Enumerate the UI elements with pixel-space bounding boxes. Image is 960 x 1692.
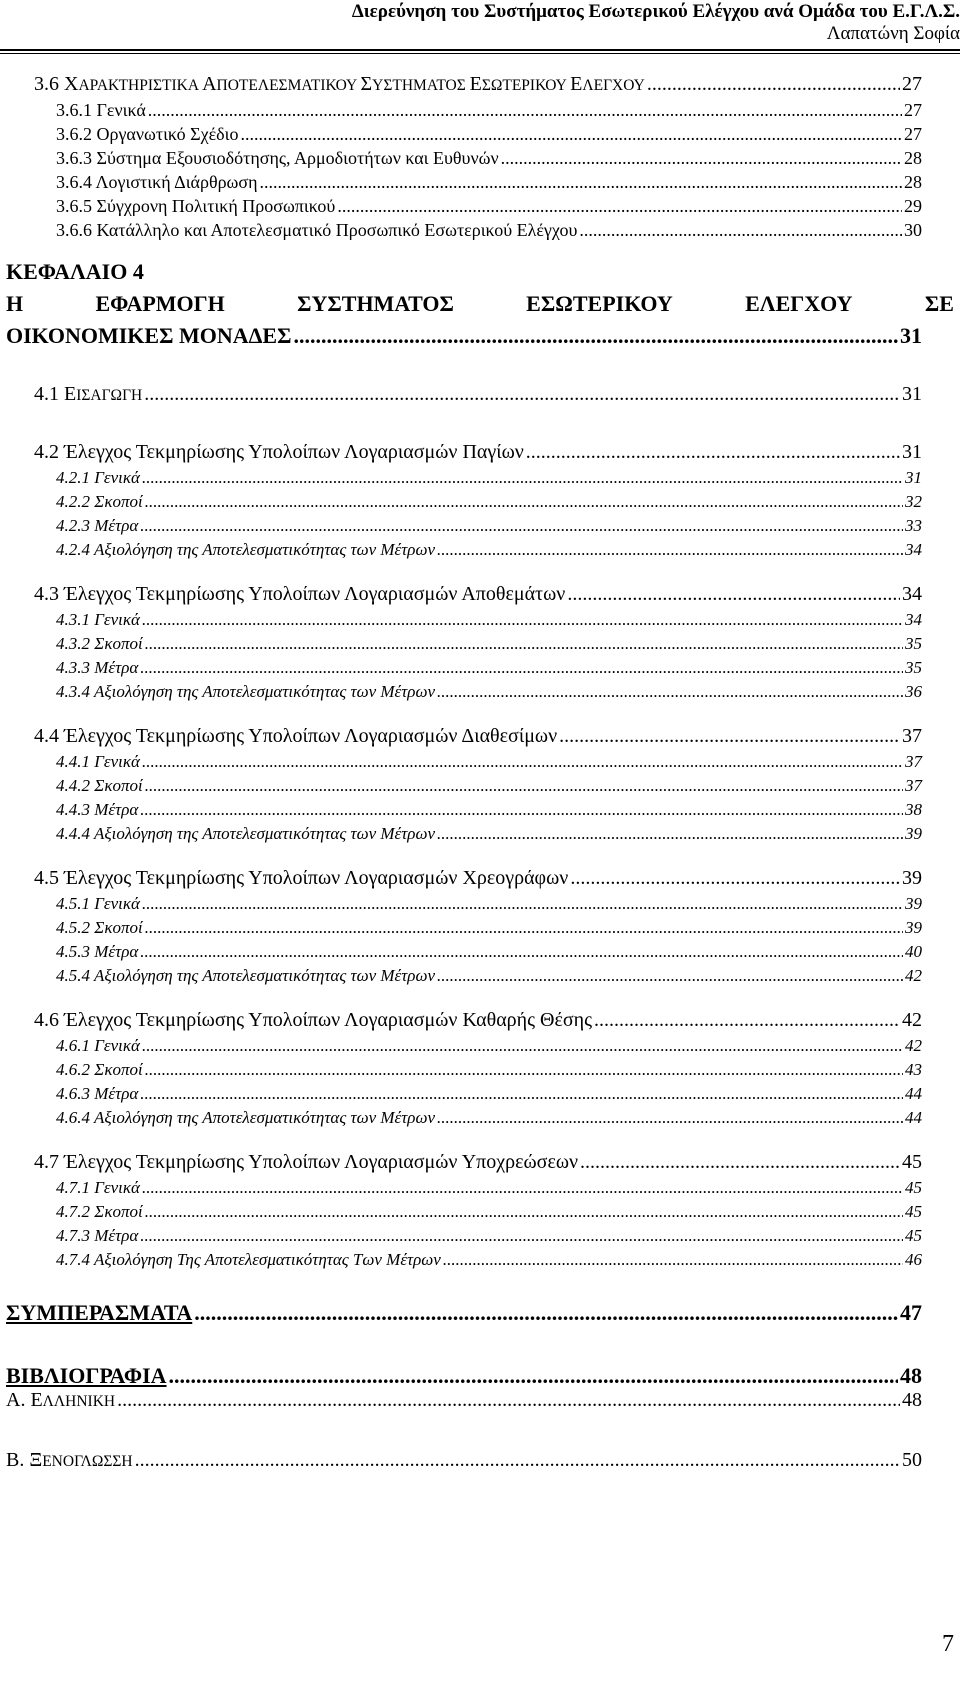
dot-leader [437,538,903,562]
toc-page: 35 [905,658,922,677]
toc-label: 4.2 Έλεγχος Τεκμηρίωσης Υπολοίπων Λογαριασμών Παγίων [34,441,524,463]
toc-page: 48 [902,1389,922,1411]
toc-label: 3.6.6 Κατάλληλο και Αποτελεσματικό Προσωπικό Εσωτερικού Ελέγχου [56,220,578,240]
toc-label: 4.6.4 Αξιολόγηση της Αποτελεσματικότητας των Μέτρων [56,1108,436,1127]
toc-label: 4.1 ΕΙΣΑΓΩΓΗ [34,383,143,405]
toc-label: 4.6 Έλεγχος Τεκμηρίωσης Υπολοίπων Λογαριασμών Καθαρής Θέσης [34,1009,593,1031]
dot-leader [145,1200,903,1224]
title-word: ΣΥΣΤΗΜΑΤΟΣ [297,291,454,316]
toc-label: 4.7.2 Σκοποί [56,1202,143,1221]
title-word: ΕΣΩΤΕΡΙΚΟΥ [526,291,673,316]
toc-page: 29 [904,196,922,216]
dot-leader [194,1299,898,1327]
toc-page: 45 [905,1226,922,1245]
dot-leader [145,774,903,798]
toc-label: 3.6.5 Σύγχρονη Πολιτική Προσωπικού [56,196,336,216]
dot-leader [140,940,903,964]
toc-entry-4-2-3[interactable] [56,514,922,538]
dot-leader [148,98,902,122]
toc-entry-3-6[interactable] [34,72,922,98]
toc-label: 4.3.3 Μέτρα [56,658,139,677]
toc-page: 34 [902,583,922,605]
toc-entry-4-3-3[interactable] [56,656,922,680]
toc-page: 33 [905,516,922,535]
dot-leader [647,72,900,96]
toc-page: 44 [905,1108,922,1127]
toc-label: 4.4.4 Αξιολόγηση της Αποτελεσματικότητας των Μέτρων [56,824,436,843]
toc-label: 4.3.4 Αξιολόγηση της Αποτελεσματικότητας των Μέτρων [56,682,436,701]
dot-leader [580,1150,900,1174]
toc-label: ΟΙΚΟΝΟΜΙΚΕΣ ΜΟΝΑΔΕΣ [6,323,292,348]
dot-leader [443,1248,903,1272]
toc-entry-4-5[interactable] [34,866,922,890]
dot-leader [240,122,902,146]
toc-page: 38 [905,800,922,819]
toc-entry-4-7-4[interactable] [56,1248,922,1272]
toc-page: 27 [902,73,922,95]
toc-page: 48 [900,1363,922,1388]
toc-entry-4-5-4[interactable] [56,964,922,988]
toc-label: 4.3.1 Γενικά [56,610,140,629]
toc-entry-chapter-4[interactable] [6,322,922,350]
toc-label: 4.6.2 Σκοποί [56,1060,143,1079]
header-rule-thick [0,49,960,51]
toc-page: 39 [902,867,922,889]
toc-page: 39 [905,894,922,913]
header-rule-thin [0,53,960,54]
dot-leader [140,656,903,680]
toc-page: 30 [904,220,922,240]
toc-page: 45 [905,1178,922,1197]
toc-entry-3-6-1[interactable] [56,98,922,122]
toc-page: 50 [902,1449,922,1471]
toc-label: 4.6.3 Μέτρα [56,1084,139,1103]
toc-page: 42 [902,1009,922,1031]
author-name: Λαπατώνη Σοφία [826,23,960,44]
dot-leader [570,866,900,890]
dot-leader [142,1034,903,1058]
dot-leader [437,822,903,846]
dot-leader [437,964,903,988]
page-number: 7 [942,1631,954,1657]
dot-leader [437,1106,903,1130]
toc-page: 31 [905,468,922,487]
dot-leader [117,1388,900,1412]
toc-page: 32 [905,492,922,511]
dot-leader [142,608,903,632]
dot-leader [501,146,902,170]
toc-label: 4.4 Έλεγχος Τεκμηρίωσης Υπολοίπων Λογαριασμών Διαθεσίμων [34,725,558,747]
toc-entry-4-3-2[interactable] [56,632,922,656]
dot-leader [140,1224,903,1248]
dot-leader [135,1448,900,1472]
toc-entry-4-2-1[interactable] [56,466,922,490]
toc-label: 4.7.3 Μέτρα [56,1226,139,1245]
dot-leader [293,322,898,350]
toc-page: 34 [905,540,922,559]
document-title: Διερεύνηση του Συστήματος Εσωτερικού Ελέγχου ανά Ομάδα του Ε.Γ.Λ.Σ. [351,1,960,22]
dot-leader [140,514,903,538]
toc-page: 39 [905,918,922,937]
title-word: ΕΛΕΓΧΟΥ [745,291,853,316]
toc-entry-4-5-2[interactable] [56,916,922,940]
dot-leader [145,1058,903,1082]
toc-label: 4.5.4 Αξιολόγηση της Αποτελεσματικότητας των Μέτρων [56,966,436,985]
toc-entry-bibliography[interactable] [6,1362,922,1390]
toc-label: 4.7.4 Αξιολόγηση Της Αποτελεσματικότητας Των Μέτρων [56,1250,441,1269]
dot-leader [145,632,903,656]
toc-label: 4.4.2 Σκοποί [56,776,143,795]
chapter-4-heading[interactable]: ΚΕΦΑΛΑΙΟ 4 [6,259,144,284]
toc-label: Α. ΕΛΛΗΝΙΚΗ [6,1389,116,1411]
toc-page: 37 [905,776,922,795]
dot-leader [260,170,902,194]
toc-entry-4-2-2[interactable] [56,490,922,514]
toc-page: 27 [904,100,922,120]
toc-label: 3.6.4 Λογιστική Διάρθρωση [56,172,258,192]
toc-entry-4-4[interactable] [34,724,922,748]
toc-entry-4-2-4[interactable] [56,538,922,562]
toc-label: 4.2.1 Γενικά [56,468,140,487]
toc-label: 4.5.2 Σκοποί [56,918,143,937]
toc-page: 28 [904,172,922,192]
toc-label: 4.5.1 Γενικά [56,894,140,913]
toc-page: 37 [905,752,922,771]
toc-page: 36 [905,682,922,701]
toc-label: 4.3 Έλεγχος Τεκμηρίωσης Υπολοίπων Λογαριασμών Αποθεμάτων [34,583,566,605]
toc-label: 3.6 ΧΑΡΑΚΤΗΡΙΣΤΙΚΑ ΑΠΟΤΕΛΕΣΜΑΤΙΚΟΥ ΣΥΣΤΗΜΑΤΟΣ ΕΣΩΤΕΡΙΚΟΥ ΕΛΕΓΧΟΥ [34,73,645,95]
toc-entry-4-3-1[interactable] [56,608,922,632]
toc-entry-4-3-4[interactable] [56,680,922,704]
toc-entry-4-5-1[interactable] [56,892,922,916]
toc-label: 3.6.3 Σύστημα Εξουσιοδότησης, Αρμοδιοτήτων και Ευθυνών [56,148,499,168]
toc-label: 3.6.2 Οργανωτικό Σχέδιο [56,124,239,144]
toc-label: 4.2.4 Αξιολόγηση της Αποτελεσματικότητας των Μέτρων [56,540,436,559]
dot-leader [169,1362,898,1390]
toc-label: 4.4.1 Γενικά [56,752,140,771]
toc-entry-4-1[interactable] [34,382,922,408]
toc-entry-4-4-4[interactable] [56,822,922,846]
toc-page: 47 [900,1300,922,1325]
toc-entry-4-3[interactable] [34,582,922,606]
toc-entry-3-6-3[interactable] [56,146,922,170]
toc-page: 37 [902,725,922,747]
dot-leader [140,1082,903,1106]
dot-leader [559,724,900,748]
dot-leader [337,194,902,218]
toc-entry-4-6-1[interactable] [56,1034,922,1058]
toc-label: 4.7.1 Γενικά [56,1178,140,1197]
dot-leader [567,582,900,606]
toc-entry-4-4-1[interactable] [56,750,922,774]
toc-entry-3-6-6[interactable] [56,218,922,242]
dot-leader [140,798,903,822]
toc-entry-conclusions[interactable] [6,1299,922,1327]
dot-leader [437,680,903,704]
toc-label: 4.4.3 Μέτρα [56,800,139,819]
dot-leader [142,750,903,774]
toc-page: 31 [902,441,922,463]
toc-entry-4-2[interactable] [34,440,922,464]
toc-label: 4.2.3 Μέτρα [56,516,139,535]
toc-entry-4-4-2[interactable] [56,774,922,798]
chapter-4-title-line [6,290,954,318]
toc-entry-4-7[interactable] [34,1150,922,1174]
toc-label: 4.2.2 Σκοποί [56,492,143,511]
title-word: ΕΦΑΡΜΟΓΗ [95,291,225,316]
toc-label: 4.3.2 Σκοποί [56,634,143,653]
toc-label: ΣΥΜΠΕΡΑΣΜΑΤΑ [6,1300,193,1325]
toc-label: 3.6.1 Γενικά [56,100,146,120]
dot-leader [579,218,902,242]
toc-page: 43 [905,1060,922,1079]
toc-entry-bibliography-b[interactable] [6,1448,922,1474]
toc-entry-4-7-2[interactable] [56,1200,922,1224]
running-header [0,0,960,45]
dot-leader [145,490,903,514]
title-word: Η [6,291,24,316]
title-word: ΣΕ [924,291,954,316]
toc-page: 31 [900,323,922,348]
toc-page: 40 [905,942,922,961]
toc-entry-4-7-3[interactable] [56,1224,922,1248]
toc-entry-3-6-5[interactable] [56,194,922,218]
toc-page: 27 [904,124,922,144]
toc-entry-4-4-3[interactable] [56,798,922,822]
toc-label: ΒΙΒΛΙΟΓΡΑΦΙΑ [6,1363,167,1388]
toc-page: 45 [905,1202,922,1221]
toc-entry-3-6-2[interactable] [56,122,922,146]
dot-leader [526,440,900,464]
toc-label: 4.5 Έλεγχος Τεκμηρίωσης Υπολοίπων Λογαριασμών Χρεογράφων [34,867,569,889]
toc-label: 4.5.3 Μέτρα [56,942,139,961]
toc-entry-4-6-2[interactable] [56,1058,922,1082]
toc-label: 4.7 Έλεγχος Τεκμηρίωσης Υπολοίπων Λογαριασμών Υποχρεώσεων [34,1151,579,1173]
toc-page: 28 [904,148,922,168]
dot-leader [145,916,903,940]
toc-page: 45 [902,1151,922,1173]
toc-page: 46 [905,1250,922,1269]
toc-page: 44 [905,1084,922,1103]
toc-entry-4-6-3[interactable] [56,1082,922,1106]
toc-page: 42 [905,1036,922,1055]
toc-label: 4.6.1 Γενικά [56,1036,140,1055]
dot-leader [142,892,903,916]
dot-leader [142,466,903,490]
toc-entry-4-6[interactable] [34,1008,922,1032]
toc-entry-4-6-4[interactable] [56,1106,922,1130]
toc-entry-3-6-4[interactable] [56,170,922,194]
toc-entry-4-5-3[interactable] [56,940,922,964]
toc-page: 42 [905,966,922,985]
toc-entry-bibliography-a[interactable] [6,1388,922,1414]
toc-entry-4-7-1[interactable] [56,1176,922,1200]
toc-label: Β. ΞΕΝΟΓΛΩΣΣΗ [6,1449,133,1471]
dot-leader [142,1176,903,1200]
toc-page: 31 [902,383,922,405]
toc-page: 35 [905,634,922,653]
dot-leader [594,1008,900,1032]
toc-page: 39 [905,824,922,843]
toc-page: 34 [905,610,922,629]
dot-leader [144,382,900,406]
